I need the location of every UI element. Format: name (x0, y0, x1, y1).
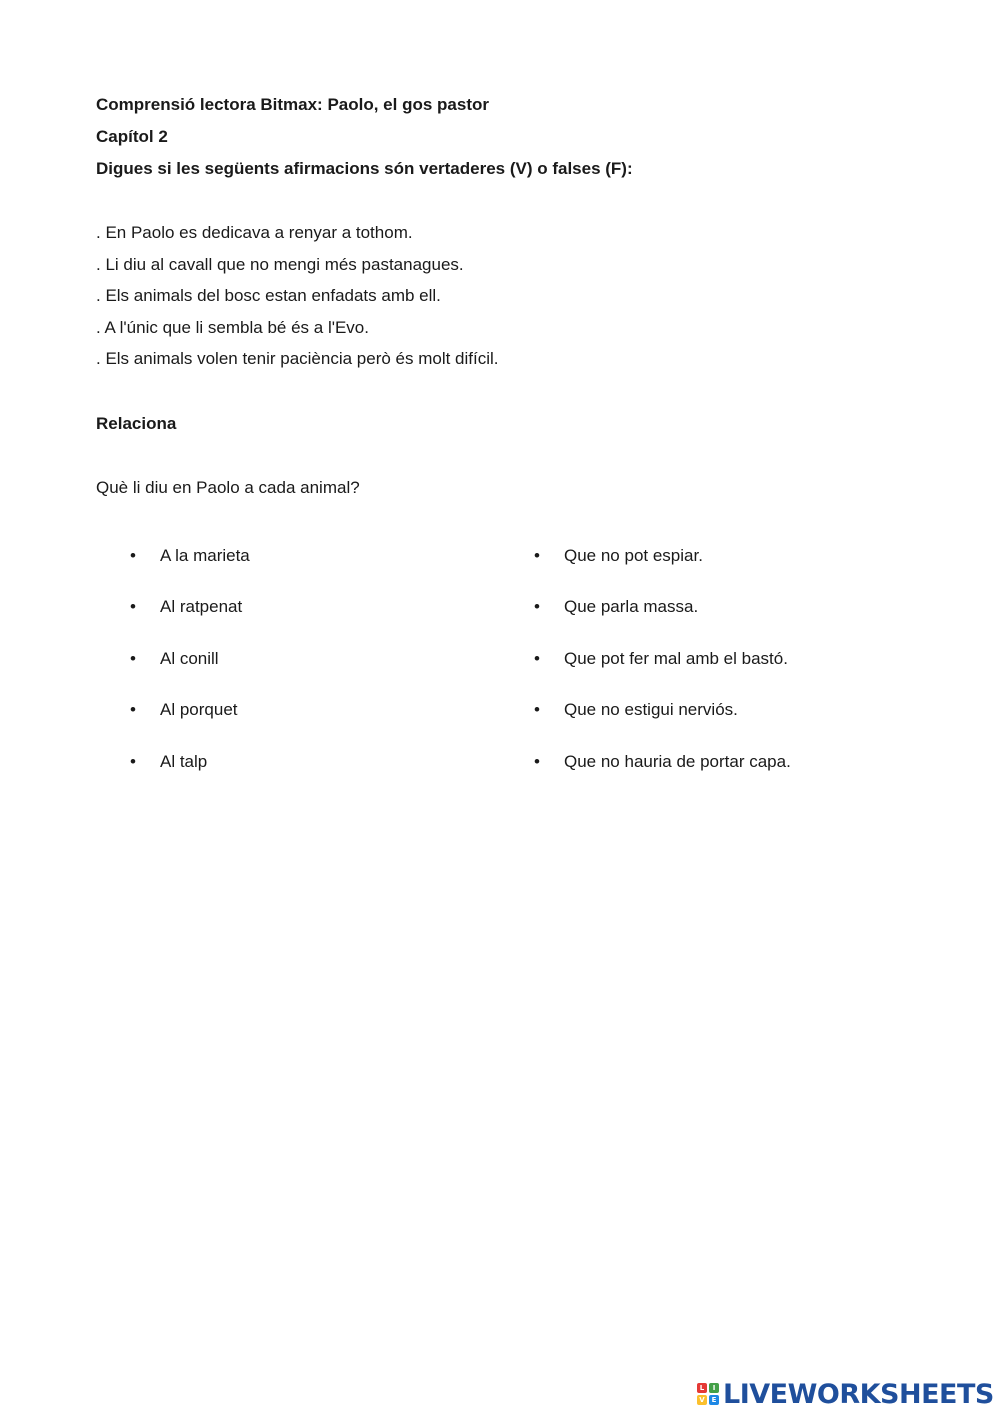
relate-heading: Relaciona (96, 414, 177, 433)
left-item-label: Al conill (160, 649, 219, 668)
bullet-icon: • (534, 700, 540, 719)
statement-1: . En Paolo es dedicava a renyar a tothom. (96, 223, 413, 242)
relate-question: Què li diu en Paolo a cada animal? (96, 478, 360, 497)
logo-cell-v: V (697, 1395, 707, 1405)
statement-4: . A l'únic que li sembla bé és a l'Evo. (96, 318, 369, 337)
logo-cell-e: E (709, 1395, 719, 1405)
left-item-label: Al ratpenat (160, 597, 243, 616)
statement-2: . Li diu al cavall que no mengi més pastanagues. (96, 255, 464, 274)
statement-3: . Els animals del bosc estan enfadats amb ell. (96, 286, 441, 305)
bullet-icon: • (130, 752, 136, 771)
right-item-label: Que parla massa. (564, 597, 699, 616)
bullet-icon: • (534, 546, 540, 565)
logo-cell-i: I (709, 1383, 719, 1393)
bullet-icon: • (130, 546, 136, 565)
bullet-icon: • (130, 597, 136, 616)
bullet-icon: • (130, 700, 136, 719)
right-item-label: Que pot fer mal amb el bastó. (564, 649, 788, 668)
statement-5: . Els animals volen tenir paciència però és molt difícil. (96, 349, 499, 368)
left-item-label: Al talp (160, 752, 208, 771)
true-false-instruction: Digues si les següents afirmacions són vertaderes (V) o falses (F): (96, 159, 633, 178)
bullet-icon: • (534, 649, 540, 668)
logo-wordmark: LIVEWORKSHEETS (723, 1378, 994, 1410)
bullet-icon: • (130, 649, 136, 668)
chapter-label: Capítol 2 (96, 127, 168, 146)
right-item-label: Que no hauria de portar capa. (564, 752, 791, 771)
bullet-icon: • (534, 597, 540, 616)
logo-cell-l: L (697, 1383, 707, 1393)
page-title: Comprensió lectora Bitmax: Paolo, el gos pastor (96, 95, 489, 114)
right-item-label: Que no pot espiar. (564, 546, 703, 565)
bullet-icon: • (534, 752, 540, 771)
right-item-label: Que no estigui nerviós. (564, 700, 738, 719)
left-item-label: A la marieta (160, 546, 250, 565)
left-item-label: Al porquet (160, 700, 238, 719)
liveworksheets-logo (697, 1376, 994, 1412)
logo-grid-icon (697, 1383, 719, 1405)
